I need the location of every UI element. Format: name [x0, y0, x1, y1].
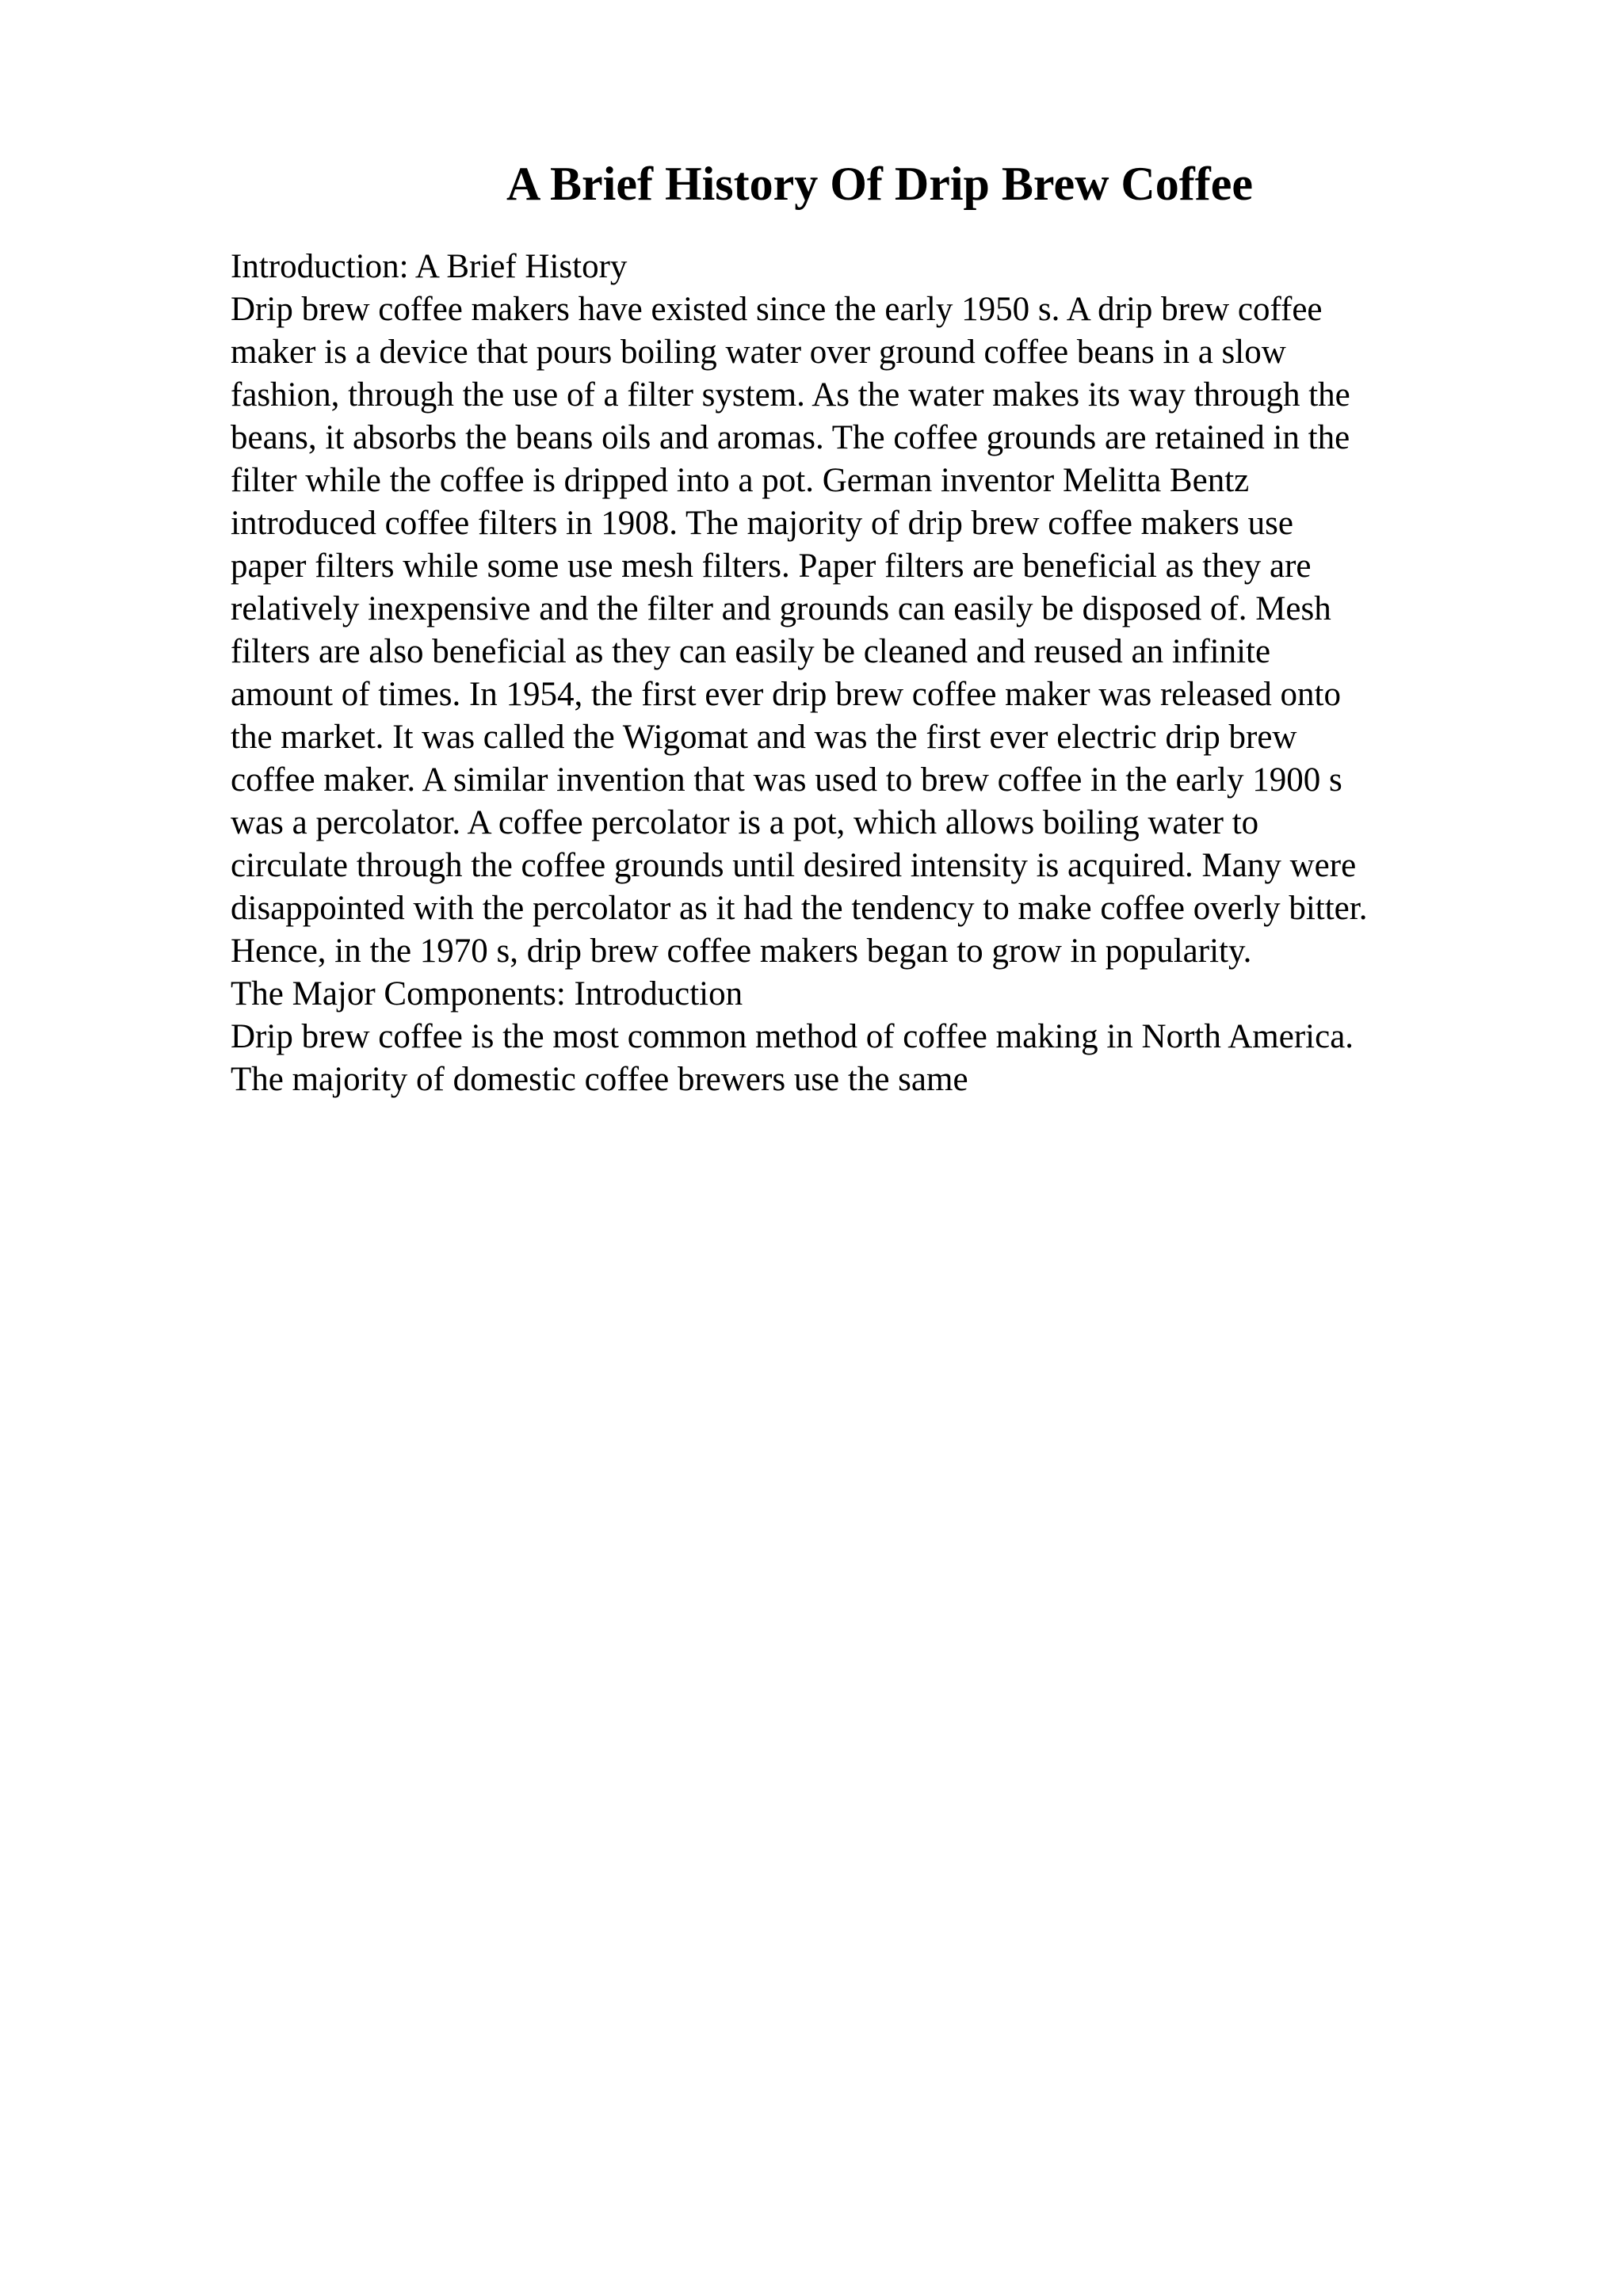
- body-text-line: maker is a device that pours boiling water over ground coffee beans in a slow: [231, 334, 1286, 371]
- body-text-line: was a percolator. A coffee percolator is a pot, which allows boiling water to: [231, 804, 1259, 841]
- document-title: A Brief History Of Drip Brew Coffee: [506, 158, 1253, 210]
- body-text-line: amount of times. In 1954, the first ever drip brew coffee maker was released onto: [231, 676, 1342, 713]
- body-text-line: Hence, in the 1970 s, drip brew coffee makers began to grow in popularity.: [231, 933, 1252, 970]
- body-text-line: introduced coffee filters in 1908. The majority of drip brew coffee makers use: [231, 505, 1293, 542]
- body-text-line: beans, it absorbs the beans oils and aromas. The coffee grounds are retained in the: [231, 419, 1350, 456]
- body-text-line: Drip brew coffee makers have existed since the early 1950 s. A drip brew coffee: [231, 291, 1323, 328]
- body-text-line: the market. It was called the Wigomat and was the first ever electric drip brew: [231, 719, 1297, 756]
- body-text-line: filter while the coffee is dripped into a pot. German inventor Melitta Bentz: [231, 462, 1250, 499]
- body-text-line: relatively inexpensive and the filter and grounds can easily be disposed of. Mesh: [231, 590, 1331, 627]
- body-text-line: paper filters while some use mesh filters. Paper filters are beneficial as they are: [231, 547, 1312, 585]
- body-text-line: The majority of domestic coffee brewers use the same: [231, 1061, 968, 1098]
- body-text-line: Drip brew coffee is the most common method of coffee making in North America.: [231, 1018, 1354, 1055]
- body-text-line: disappointed with the percolator as it had the tendency to make coffee overly bitter.: [231, 890, 1368, 927]
- body-text-line: filters are also beneficial as they can easily be cleaned and reused an infinite: [231, 633, 1271, 670]
- body-text-line: fashion, through the use of a filter system. As the water makes its way through the: [231, 376, 1350, 414]
- section-heading-major-components: The Major Components: Introduction: [231, 975, 743, 1013]
- section-heading-introduction: Introduction: A Brief History: [231, 248, 628, 285]
- document-body: [231, 246, 1514, 1101]
- body-text-line: coffee maker. A similar invention that was used to brew coffee in the early 1900 s: [231, 761, 1342, 799]
- body-text-line: circulate through the coffee grounds until desired intensity is acquired. Many were: [231, 847, 1357, 884]
